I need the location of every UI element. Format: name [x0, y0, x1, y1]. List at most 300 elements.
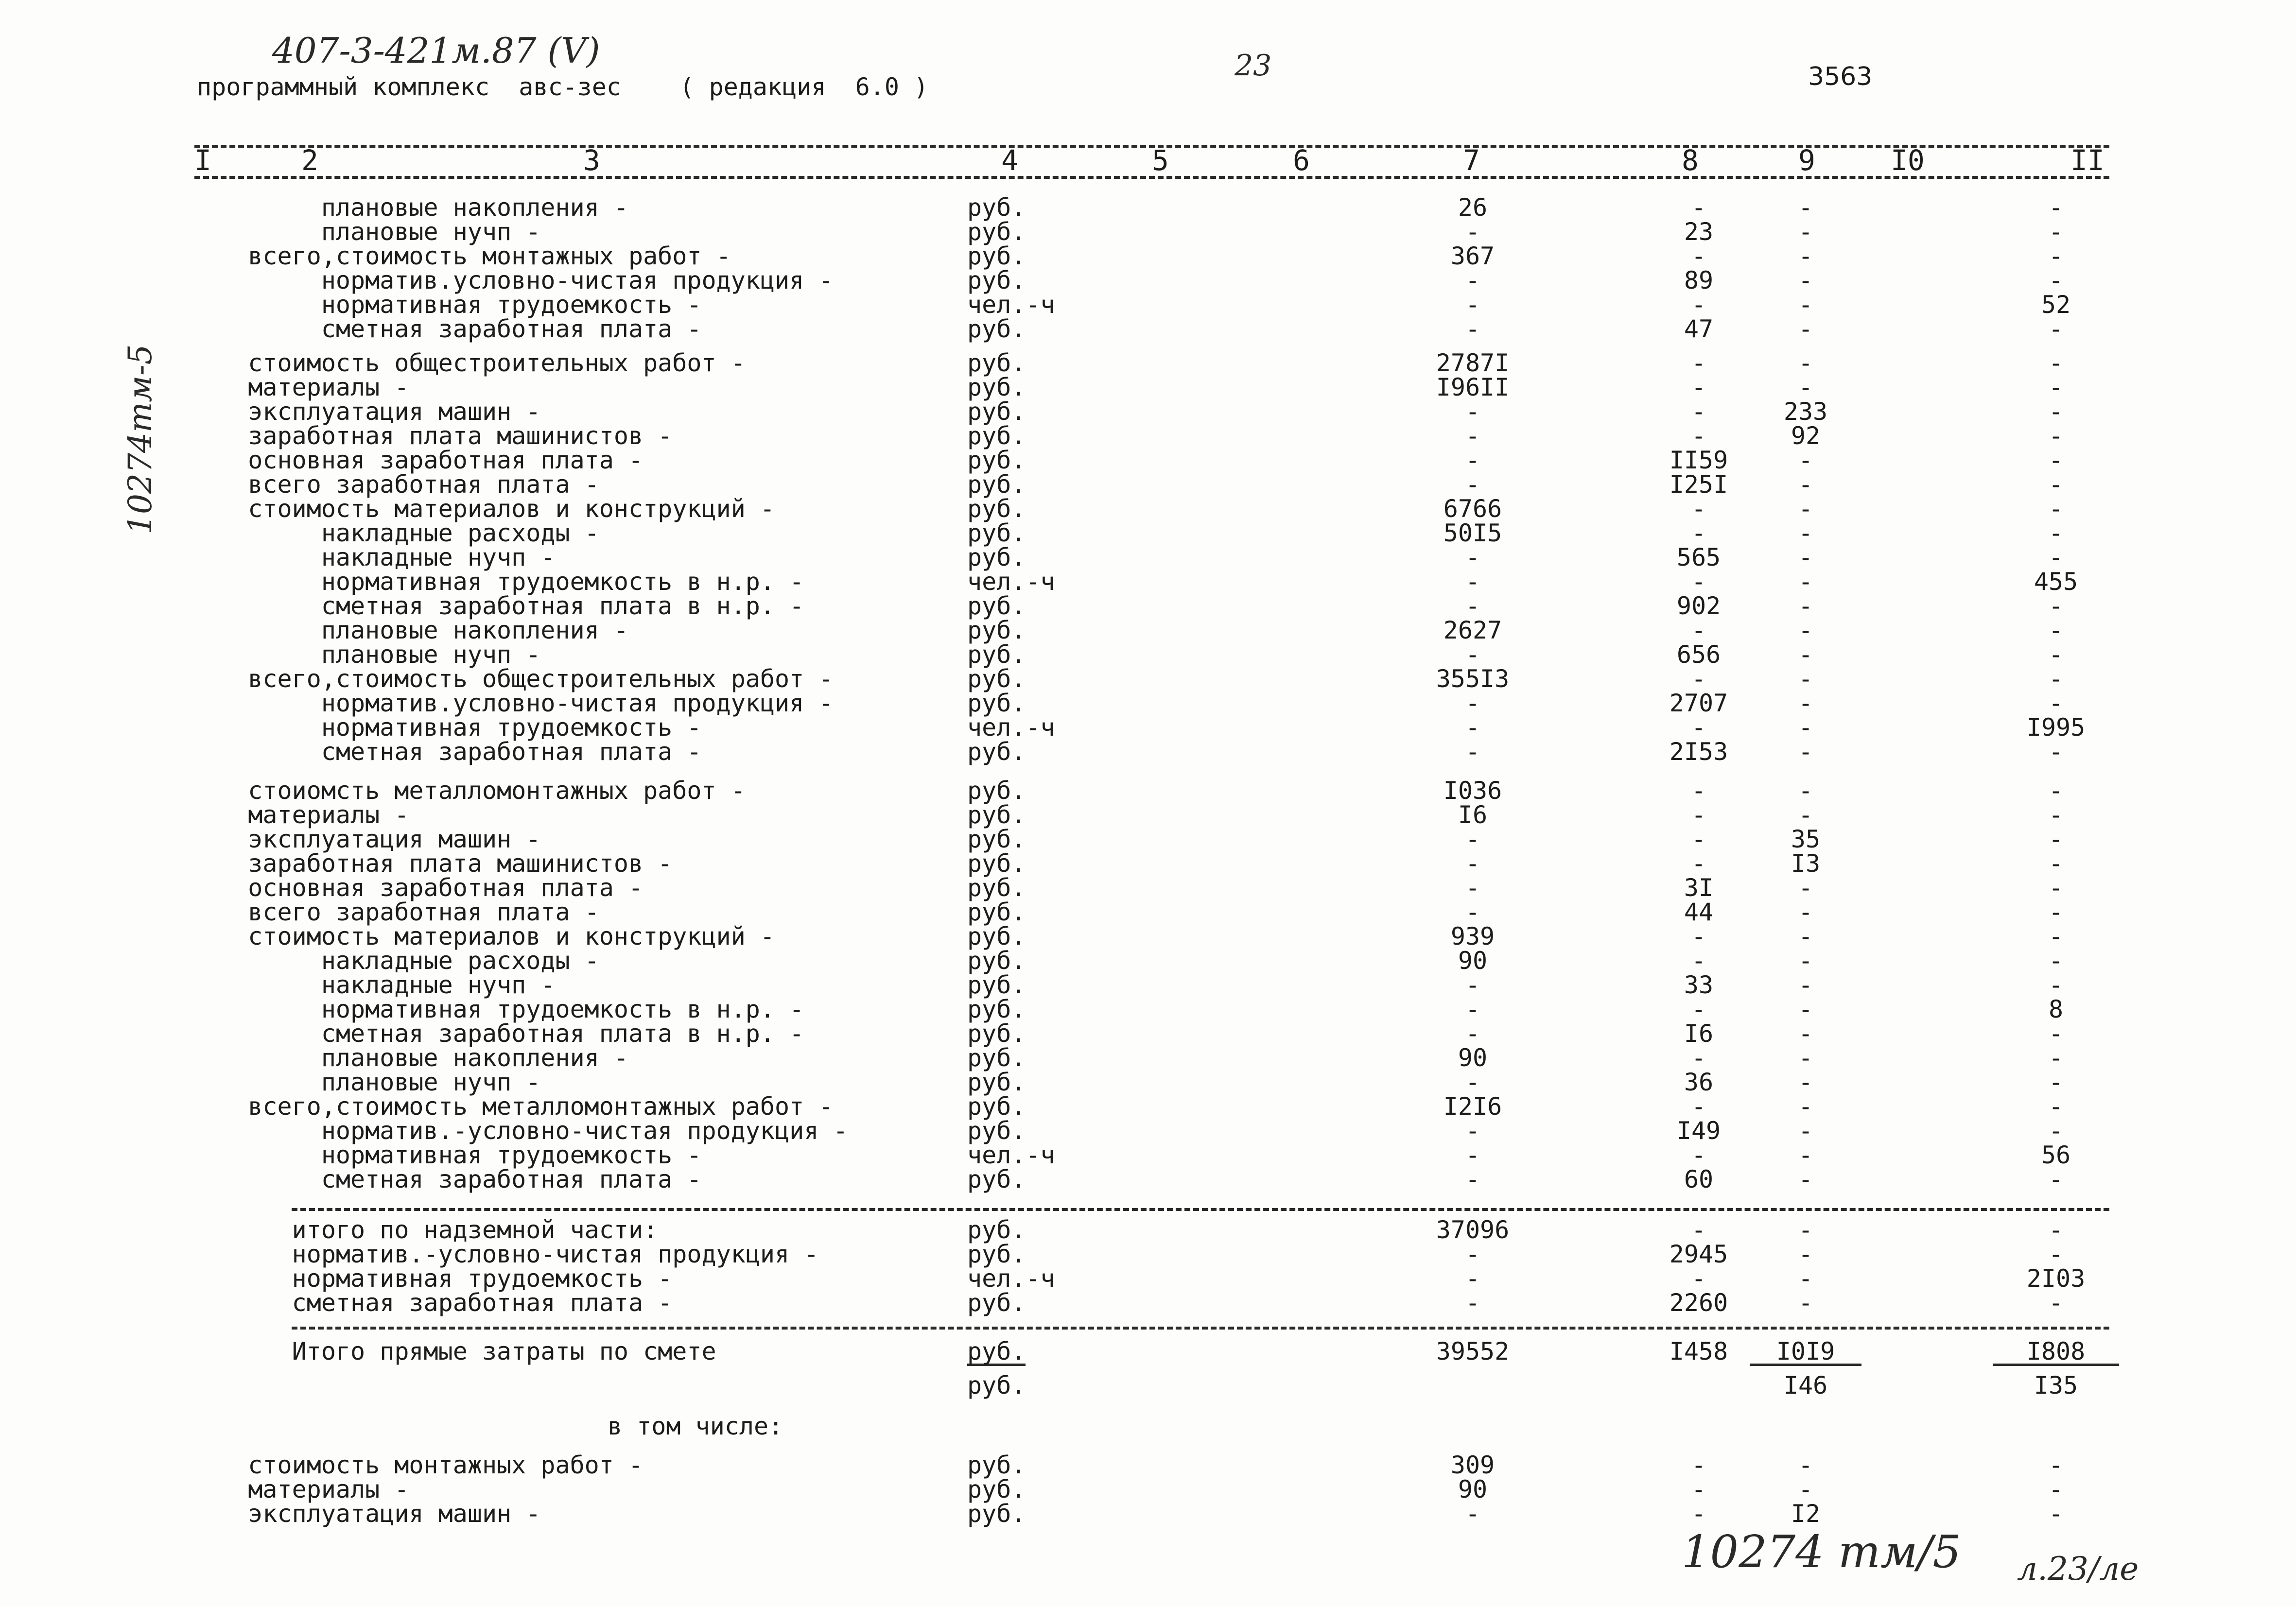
table-row	[0, 545, 2296, 570]
table-row	[0, 778, 2296, 803]
table-row	[0, 244, 2296, 268]
unit-cell: руб.	[967, 446, 1026, 474]
table-row	[0, 424, 2296, 448]
col8-value: -	[1691, 193, 1706, 222]
col8-value: -	[1691, 291, 1706, 319]
row-label: сметная заработная плата -	[204, 1165, 702, 1193]
unit-cell: чел.-ч	[967, 713, 1055, 742]
col11-value: -	[2048, 592, 2064, 620]
table-row	[0, 1502, 2296, 1526]
unit-cell: руб.	[967, 218, 1026, 246]
unit-cell: руб.	[967, 874, 1026, 902]
col9-value: I0I9	[1750, 1339, 1861, 1366]
col8-value: -	[1691, 922, 1706, 950]
unit-cell: руб.	[967, 1068, 1026, 1096]
column-header: I0	[1891, 144, 1925, 177]
column-header: 2	[301, 144, 318, 177]
unit-cell: руб.	[967, 1216, 1026, 1244]
including-caption	[0, 1414, 2296, 1438]
unit-cell: руб.	[967, 1117, 1026, 1145]
col8-value: -	[1691, 397, 1706, 426]
col11-value: -	[2048, 1451, 2064, 1479]
col7-value: 939	[1450, 922, 1495, 950]
table-row	[0, 973, 2296, 997]
col9-value: -	[1798, 266, 1813, 294]
col11-value: -	[2048, 349, 2064, 377]
page-number: 23	[1235, 49, 1272, 83]
col8-value: -	[1691, 1044, 1706, 1072]
col7-value: I2I6	[1443, 1092, 1502, 1121]
col9-value: -	[1798, 801, 1813, 829]
row-label: эксплуатация машин -	[204, 397, 541, 426]
col7-value: 309	[1450, 1451, 1495, 1479]
col7-value: -	[1465, 422, 1480, 450]
col9-value: I2	[1791, 1500, 1821, 1528]
col8-value: -	[1691, 349, 1706, 377]
col7-value: -	[1465, 470, 1480, 499]
col9-value: -	[1798, 971, 1813, 999]
col7-value: 367	[1450, 242, 1495, 270]
col7-value: I96II	[1436, 373, 1510, 401]
col11-value: -	[2048, 1019, 2064, 1048]
unit-cell: руб.	[967, 640, 1026, 669]
unit-cell: руб.	[967, 543, 1026, 571]
col7-value: -	[1465, 1141, 1480, 1169]
row-label: нормативная трудоемкость в н.р. -	[204, 568, 804, 596]
col11-value: -	[2048, 315, 2064, 343]
col8-value: 2I53	[1669, 738, 1728, 766]
row-label: нормативная трудоемкость -	[204, 713, 702, 742]
col8-value: 36	[1684, 1068, 1714, 1096]
col9-value: I3	[1791, 849, 1821, 878]
col8-value: -	[1691, 947, 1706, 975]
col7-value: -	[1465, 971, 1480, 999]
col7-value: -	[1465, 898, 1480, 926]
col7-value: -	[1465, 825, 1480, 853]
col11-value: -	[2048, 422, 2064, 450]
col7-value: 39552	[1436, 1337, 1510, 1365]
row-label: норматив.условно-чистая продукция -	[204, 266, 834, 294]
col8-value: -	[1691, 519, 1706, 547]
col7-value: -	[1465, 266, 1480, 294]
col8-value: 902	[1676, 592, 1721, 620]
col11-value: -	[2048, 495, 2064, 523]
unit-cell: руб.	[967, 1371, 1026, 1400]
row-label: эксплуатация машин -	[204, 825, 541, 853]
col9-value: -	[1798, 640, 1813, 669]
col7-value: 2627	[1443, 616, 1502, 644]
col7-value: -	[1465, 738, 1480, 766]
col11-value: -	[2048, 1044, 2064, 1072]
row-label: эксплуатация машин -	[204, 1500, 541, 1528]
col7-value: -	[1465, 640, 1480, 669]
col11-value: -	[2048, 373, 2064, 401]
row-label: всего заработная плата -	[204, 470, 599, 499]
unit-cell: чел.-ч	[967, 1141, 1055, 1169]
column-header: 4	[1001, 144, 1018, 177]
unit-cell: руб.	[967, 1451, 1026, 1479]
col9-value: -	[1798, 1240, 1813, 1268]
row-label: стоимость монтажных работ -	[204, 1451, 644, 1479]
col8-value: 33	[1684, 971, 1714, 999]
unit-cell: руб.	[967, 1019, 1026, 1048]
col11-value: -	[2048, 1216, 2064, 1244]
grand-total-row	[0, 1339, 2296, 1398]
col11-value: -	[2048, 801, 2064, 829]
row-label: накладные нучп -	[204, 543, 556, 571]
row-label: заработная плата машинистов -	[204, 849, 673, 878]
col11-value: -	[2048, 947, 2064, 975]
col11-value: -	[2048, 193, 2064, 222]
col9-value: -	[1798, 519, 1813, 547]
col7-value: -	[1465, 995, 1480, 1023]
table-row	[0, 1266, 2296, 1291]
row-label: плановые накопления -	[204, 616, 628, 644]
col7-value: -	[1465, 568, 1480, 596]
col11-value: I995	[2026, 713, 2086, 742]
col7-value: 26	[1458, 193, 1488, 222]
col9-value: -	[1798, 738, 1813, 766]
table-row	[0, 851, 2296, 876]
table-row	[0, 1242, 2296, 1266]
col9-value: -	[1798, 218, 1813, 246]
col7-value: -	[1465, 1117, 1480, 1145]
unit-cell: руб.	[967, 1500, 1026, 1528]
unit-cell: руб.	[967, 849, 1026, 878]
table-row	[0, 740, 2296, 764]
col9-value: -	[1798, 665, 1813, 693]
col8-value: -	[1691, 665, 1706, 693]
col9-value: -	[1798, 193, 1813, 222]
col8-value: 23	[1684, 218, 1714, 246]
col7-value: -	[1465, 291, 1480, 319]
col7-value: -	[1465, 397, 1480, 426]
table-row	[0, 876, 2296, 900]
row-label: стоиомсть металломонтажных работ -	[204, 777, 746, 805]
table-row	[0, 351, 2296, 375]
col8-value: -	[1691, 1216, 1706, 1244]
row-label: итого по надземной части:	[204, 1216, 658, 1244]
col11-value: -	[2048, 1165, 2064, 1193]
col7-value: I6	[1458, 801, 1488, 829]
col11-value: -	[2048, 689, 2064, 717]
row-label: плановые нучп -	[204, 640, 541, 669]
col8-value: 47	[1684, 315, 1714, 343]
col11-value: -	[2048, 218, 2064, 246]
col11-value: -	[2048, 922, 2064, 950]
col11-value: -	[2048, 543, 2064, 571]
row-label: плановые нучп -	[204, 218, 541, 246]
col11-value: -	[2048, 738, 2064, 766]
unit-cell: руб.	[967, 495, 1026, 523]
col9-value: I46	[1783, 1371, 1828, 1400]
col8-value: 60	[1684, 1165, 1714, 1193]
col11-value: 52	[2041, 291, 2071, 319]
row-label: накладные расходы -	[204, 947, 599, 975]
col7-value: 2787I	[1436, 349, 1510, 377]
table-row	[0, 618, 2296, 642]
row-label: основная заработная плата -	[204, 874, 644, 902]
column-header: 8	[1682, 144, 1699, 177]
col8-value: -	[1691, 825, 1706, 853]
col9-value: -	[1798, 874, 1813, 902]
row-label: норматив.условно-чистая продукция -	[204, 689, 834, 717]
table-row	[0, 472, 2296, 497]
col11-value: -	[2048, 849, 2064, 878]
col9-value: -	[1798, 616, 1813, 644]
column-header: II	[2070, 144, 2105, 177]
col8-value: I25I	[1669, 470, 1728, 499]
unit-cell: руб.	[967, 825, 1026, 853]
unit-cell: чел.-ч	[967, 1264, 1055, 1293]
col8-value: -	[1691, 1092, 1706, 1121]
col9-value: -	[1798, 470, 1813, 499]
col9-value: -	[1798, 777, 1813, 805]
col9-value: 35	[1791, 825, 1821, 853]
table-row	[0, 924, 2296, 949]
table-row	[0, 949, 2296, 973]
table-row	[0, 691, 2296, 715]
col9-value: -	[1798, 1092, 1813, 1121]
col7-value: -	[1465, 446, 1480, 474]
column-header: I	[194, 144, 211, 177]
col11-value: -	[2048, 825, 2064, 853]
column-header: 9	[1798, 144, 1815, 177]
col11-value: -	[2048, 1117, 2064, 1145]
col8-value: II59	[1669, 446, 1728, 474]
col11-value: -	[2048, 397, 2064, 426]
table-row	[0, 594, 2296, 618]
row-label: накладные расходы -	[204, 519, 599, 547]
unit-cell: руб.	[967, 266, 1026, 294]
table-row	[0, 497, 2296, 521]
table-row	[0, 570, 2296, 594]
unit-cell: руб.	[967, 738, 1026, 766]
col9-value: -	[1798, 898, 1813, 926]
table-row	[0, 1291, 2296, 1315]
col7-value: -	[1465, 1165, 1480, 1193]
table-row	[0, 900, 2296, 924]
column-header: 6	[1293, 144, 1310, 177]
column-header: 5	[1152, 144, 1169, 177]
col7-value: -	[1465, 1019, 1480, 1048]
col8-value: -	[1691, 1141, 1706, 1169]
col8-value: -	[1691, 777, 1706, 805]
col8-value: -	[1691, 422, 1706, 450]
col11-value: I808	[1993, 1339, 2119, 1366]
row-label: нормативная трудоемкость -	[204, 291, 702, 319]
col9-value: -	[1798, 1165, 1813, 1193]
table-row	[0, 220, 2296, 244]
table-row	[0, 1453, 2296, 1477]
section-divider	[292, 1327, 2109, 1330]
col11-value: -	[2048, 777, 2064, 805]
table-row	[0, 268, 2296, 293]
col11-value: -	[2048, 470, 2064, 499]
col7-value: -	[1465, 874, 1480, 902]
unit-cell: руб.	[967, 1289, 1026, 1317]
col9-value: -	[1798, 1289, 1813, 1317]
col8-value: 89	[1684, 266, 1714, 294]
row-label: материалы -	[204, 801, 409, 829]
document-code: 407-3-421м.87 (V)	[272, 30, 600, 71]
col9-value: -	[1798, 1264, 1813, 1293]
col8-value: -	[1691, 242, 1706, 270]
unit-cell: руб.	[967, 519, 1026, 547]
table-row	[0, 715, 2296, 740]
col9-value: -	[1798, 689, 1813, 717]
table-row	[0, 293, 2296, 317]
col9-value: -	[1798, 1068, 1813, 1096]
col9-value: -	[1798, 1117, 1813, 1145]
table-row	[0, 1094, 2296, 1119]
table-row	[0, 521, 2296, 545]
unit-cell: руб.	[967, 592, 1026, 620]
col8-value: -	[1691, 995, 1706, 1023]
table-row	[0, 375, 2296, 399]
row-label: норматив.-условно-чистая продукция -	[204, 1117, 848, 1145]
table-row	[0, 317, 2296, 341]
table-row	[0, 1046, 2296, 1070]
col7-value: 90	[1458, 1475, 1488, 1503]
col8-value: -	[1691, 1264, 1706, 1293]
table-row	[0, 997, 2296, 1021]
col11-value: 2I03	[2026, 1264, 2086, 1293]
column-header: 3	[583, 144, 600, 177]
row-label: нормативная трудоемкость -	[204, 1264, 673, 1293]
row-label: плановые нучп -	[204, 1068, 541, 1096]
col9-value: -	[1798, 592, 1813, 620]
col11-value: 455	[2034, 568, 2078, 596]
col11-value: I35	[2034, 1371, 2078, 1400]
col8-value: I458	[1669, 1337, 1728, 1365]
table-row	[0, 1167, 2296, 1192]
col7-value: 355I3	[1436, 665, 1510, 693]
unit-cell: руб.	[967, 470, 1026, 499]
row-label: материалы -	[204, 1475, 409, 1503]
col11-value: -	[2048, 242, 2064, 270]
unit-cell: руб.	[967, 315, 1026, 343]
unit-cell: руб.	[967, 616, 1026, 644]
col9-value: -	[1798, 315, 1813, 343]
col11-value: -	[2048, 266, 2064, 294]
col9-value: -	[1798, 713, 1813, 742]
row-label: заработная плата машинистов -	[204, 422, 673, 450]
col9-value: -	[1798, 349, 1813, 377]
col9-value: -	[1798, 1141, 1813, 1169]
col9-value: -	[1798, 495, 1813, 523]
col11-value: -	[2048, 519, 2064, 547]
row-label: основная заработная плата -	[204, 446, 644, 474]
col11-value: -	[2048, 1092, 2064, 1121]
unit-cell: руб.	[967, 689, 1026, 717]
column-header: 7	[1463, 144, 1480, 177]
col9-value: -	[1798, 568, 1813, 596]
col7-value: 37096	[1436, 1216, 1510, 1244]
table-row	[0, 1218, 2296, 1242]
col9-value: -	[1798, 543, 1813, 571]
unit-cell: руб.	[967, 349, 1026, 377]
row-label: стоимость материалов и конструкций -	[204, 495, 775, 523]
row-label: всего,стоимость общестроительных работ -	[204, 665, 834, 693]
col7-value: 6766	[1443, 495, 1502, 523]
col9-value: -	[1798, 922, 1813, 950]
col7-value: 90	[1458, 947, 1488, 975]
col7-value: -	[1465, 713, 1480, 742]
col11-value: -	[2048, 1240, 2064, 1268]
unit-cell: чел.-ч	[967, 291, 1055, 319]
table-row	[0, 1021, 2296, 1046]
col9-value: -	[1798, 947, 1813, 975]
row-label: всего,стоимость монтажных работ -	[204, 242, 731, 270]
col9-value: -	[1798, 1451, 1813, 1479]
table-row	[0, 642, 2296, 667]
col7-value: I036	[1443, 777, 1502, 805]
program-title: программный комплекс авс-зес ( редакция 6.0 )	[197, 73, 929, 101]
footer-sheet-note: л.23/ле	[2017, 1550, 2139, 1588]
col11-value: -	[2048, 874, 2064, 902]
table-row	[0, 195, 2296, 220]
unit-cell: руб.	[967, 1337, 1026, 1365]
row-label: норматив.-условно-чистая продукция -	[204, 1240, 819, 1268]
col7-value: -	[1465, 543, 1480, 571]
col7-value: -	[1465, 849, 1480, 878]
unit-cell: руб.	[967, 947, 1026, 975]
col8-value: 44	[1684, 898, 1714, 926]
row-label: нормативная трудоемкость в н.р. -	[204, 995, 804, 1023]
row-label: стоимость материалов и конструкций -	[204, 922, 775, 950]
footer-reference: 10274 тм/5	[1682, 1526, 1961, 1578]
col8-value: 565	[1676, 543, 1721, 571]
row-label: сметная заработная плата -	[204, 1289, 673, 1317]
unit-cell: руб.	[967, 995, 1026, 1023]
col11-value: -	[2048, 1500, 2064, 1528]
unit-cell: руб.	[967, 193, 1026, 222]
col11-value: -	[2048, 665, 2064, 693]
unit-cell: руб.	[967, 422, 1026, 450]
unit-cell: руб.	[967, 801, 1026, 829]
col8-value: -	[1691, 801, 1706, 829]
col8-value: 3I	[1684, 874, 1714, 902]
col9-value: -	[1798, 1475, 1813, 1503]
including-label: в том числе:	[608, 1412, 783, 1440]
col7-value: -	[1465, 1240, 1480, 1268]
col9-value: -	[1798, 1044, 1813, 1072]
sheet-number: 3563	[1808, 62, 1873, 91]
row-label: плановые накопления -	[204, 1044, 628, 1072]
unit-cell: чел.-ч	[967, 568, 1055, 596]
col9-value: -	[1798, 1019, 1813, 1048]
col9-value: -	[1798, 1216, 1813, 1244]
margin-handwritten-note: 10274тм-5	[122, 344, 159, 535]
row-label: нормативная трудоемкость -	[204, 1141, 702, 1169]
unit-cell: руб.	[967, 898, 1026, 926]
table-row	[0, 1477, 2296, 1502]
row-label: материалы -	[204, 373, 409, 401]
col9-value: -	[1798, 995, 1813, 1023]
col11-value: 56	[2041, 1141, 2071, 1169]
col7-value: -	[1465, 1500, 1480, 1528]
col11-value: -	[2048, 1289, 2064, 1317]
row-label: плановые накопления -	[204, 193, 628, 222]
col8-value: -	[1691, 1500, 1706, 1528]
col8-value: 2707	[1669, 689, 1728, 717]
table-row	[0, 1070, 2296, 1094]
col7-value: -	[1465, 689, 1480, 717]
col7-value: -	[1465, 1068, 1480, 1096]
col8-value: -	[1691, 1475, 1706, 1503]
unit-cell: руб.	[967, 1475, 1026, 1503]
